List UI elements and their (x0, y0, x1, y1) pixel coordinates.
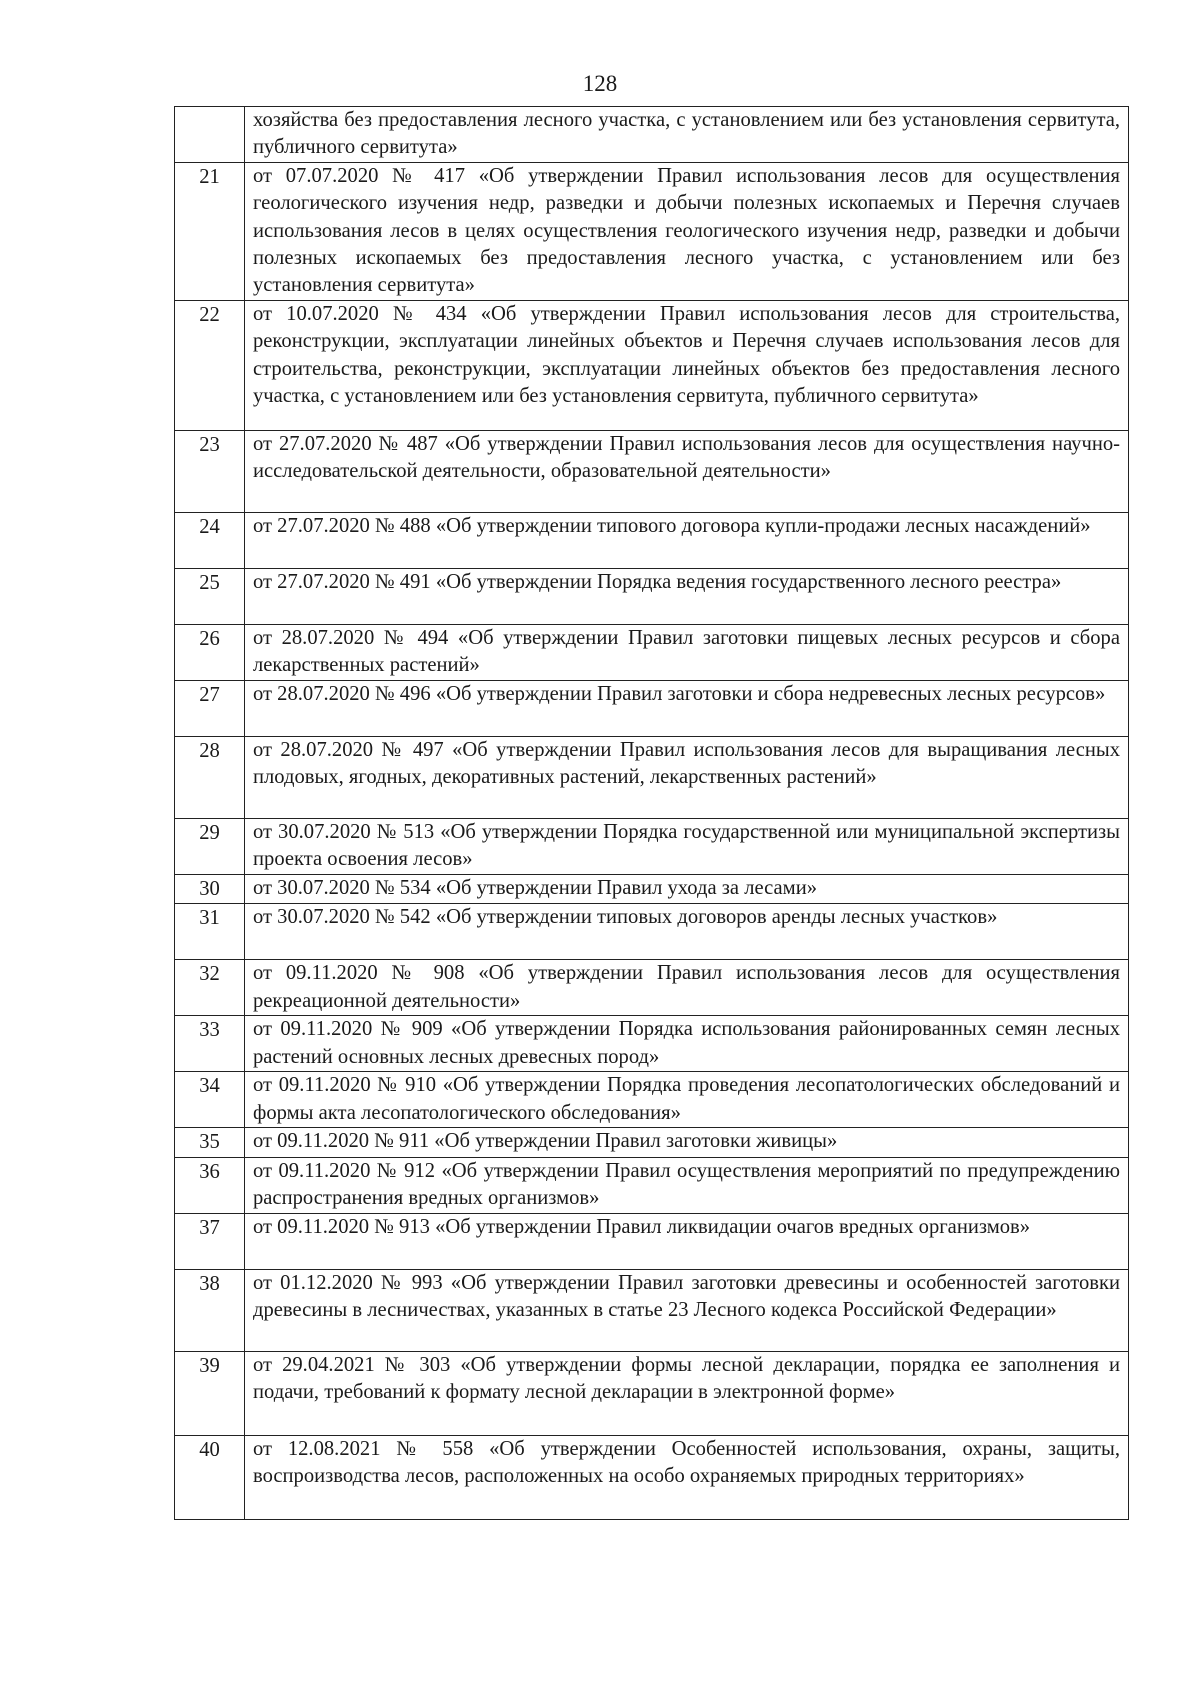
table-row (175, 874, 1129, 903)
row-text: от 30.07.2020 № 534 «Об утверждении Правил ухода за лесами» (245, 874, 1129, 903)
row-text: от 07.07.2020 № 417 «Об утверждении Правил использования лесов для осуществления геологического изучения недр, разведки и добычи полезных ископаемых и Перечня случаев использования лесов в целях осуществления геологического изучения недр, разведки и добычи полезных ископаемых без предоставления лесного участка, с установлением или без установления сервитута» (245, 162, 1129, 300)
row-text: от 12.08.2021 № 558 «Об утверждении Особенностей использования, охраны, защиты, воспроизводства лесов, расположенных на особо охраняемых природных территориях» (245, 1435, 1129, 1519)
row-number: 38 (175, 1269, 245, 1351)
row-text: от 09.11.2020 № 909 «Об утверждении Порядка использования районированных семян лесных растений основных лесных древесных пород» (245, 1016, 1129, 1072)
row-text: от 09.11.2020 № 911 «Об утверждении Правил заготовки живицы» (245, 1128, 1129, 1157)
row-text: от 28.07.2020 № 497 «Об утверждении Правил использования лесов для выращивания лесных плодовых, ягодных, декоративных растений, лекарственных растений» (245, 736, 1129, 818)
table-row (175, 300, 1129, 430)
row-number: 27 (175, 680, 245, 736)
table-row (175, 818, 1129, 874)
row-number: 21 (175, 162, 245, 300)
row-number: 35 (175, 1128, 245, 1157)
table-row (175, 1351, 1129, 1435)
table-row (175, 1128, 1129, 1157)
table-row (175, 568, 1129, 624)
row-number: 25 (175, 568, 245, 624)
row-number: 24 (175, 512, 245, 568)
row-text: от 09.11.2020 № 908 «Об утверждении Правил использования лесов для осуществления рекреационной деятельности» (245, 960, 1129, 1016)
row-text: от 09.11.2020 № 910 «Об утверждении Порядка проведения лесопатологических обследований и формы акта лесопатологического обследования» (245, 1072, 1129, 1128)
row-number: 23 (175, 430, 245, 512)
table-row (175, 960, 1129, 1016)
row-number: 31 (175, 904, 245, 960)
row-text: от 30.07.2020 № 513 «Об утверждении Порядка государственной или муниципальной экспертизы проекта освоения лесов» (245, 818, 1129, 874)
table-row (175, 1435, 1129, 1519)
row-number (175, 107, 245, 163)
row-text: от 10.07.2020 № 434 «Об утверждении Правил использования лесов для строительства, реконструкции, эксплуатации линейных объектов и Перечня случаев использования лесов для строительства, реконструкции, эксплуатации линейных объектов без предоставления лесного участка, с установлением или без установления сервитута, публичного сервитута» (245, 300, 1129, 430)
regulations-table-body (175, 107, 1129, 1520)
row-text: от 09.11.2020 № 912 «Об утверждении Правил осуществления мероприятий по предупреждению распространения вредных организмов» (245, 1157, 1129, 1213)
row-number: 32 (175, 960, 245, 1016)
table-row (175, 162, 1129, 300)
row-number: 37 (175, 1213, 245, 1269)
row-text: от 27.07.2020 № 488 «Об утверждении типового договора купли-продажи лесных насаждений» (245, 512, 1129, 568)
row-number: 40 (175, 1435, 245, 1519)
row-text: от 27.07.2020 № 487 «Об утверждении Правил использования лесов для осуществления научно-исследовательской деятельности, образовательной деятельности» (245, 430, 1129, 512)
row-number: 29 (175, 818, 245, 874)
row-text: от 01.12.2020 № 993 «Об утверждении Правил заготовки древесины и особенностей заготовки древесины в лесничествах, указанных в статье 23 Лесного кодекса Российской Федерации» (245, 1269, 1129, 1351)
row-number: 36 (175, 1157, 245, 1213)
row-text: от 28.07.2020 № 496 «Об утверждении Правил заготовки и сбора недревесных лесных ресурсов» (245, 680, 1129, 736)
row-number: 26 (175, 624, 245, 680)
table-row (175, 1157, 1129, 1213)
table-row (175, 624, 1129, 680)
row-number: 34 (175, 1072, 245, 1128)
row-number: 28 (175, 736, 245, 818)
row-text: от 09.11.2020 № 913 «Об утверждении Правил ликвидации очагов вредных организмов» (245, 1213, 1129, 1269)
row-text: от 28.07.2020 № 494 «Об утверждении Правил заготовки пищевых лесных ресурсов и сбора лекарственных растений» (245, 624, 1129, 680)
table-row (175, 1072, 1129, 1128)
table-row (175, 512, 1129, 568)
row-number: 39 (175, 1351, 245, 1435)
row-number: 33 (175, 1016, 245, 1072)
page-number: 128 (582, 71, 618, 96)
row-number: 30 (175, 874, 245, 903)
row-text: хозяйства без предоставления лесного участка, с установлением или без установления сервитута, публичного сервитута» (245, 107, 1129, 163)
table-row (175, 1269, 1129, 1351)
table-row (175, 904, 1129, 960)
table-row (175, 107, 1129, 163)
regulations-table (174, 106, 1129, 1520)
table-row (175, 736, 1129, 818)
row-text: от 29.04.2021 № 303 «Об утверждении формы лесной декларации, порядка ее заполнения и подачи, требований к формату лесной декларации в электронной форме» (245, 1351, 1129, 1435)
row-text: от 27.07.2020 № 491 «Об утверждении Порядка ведения государственного лесного реестра» (245, 568, 1129, 624)
table-row (175, 1213, 1129, 1269)
row-number: 22 (175, 300, 245, 430)
row-text: от 30.07.2020 № 542 «Об утверждении типовых договоров аренды лесных участков» (245, 904, 1129, 960)
table-row (175, 680, 1129, 736)
table-row (175, 1016, 1129, 1072)
table-row (175, 430, 1129, 512)
